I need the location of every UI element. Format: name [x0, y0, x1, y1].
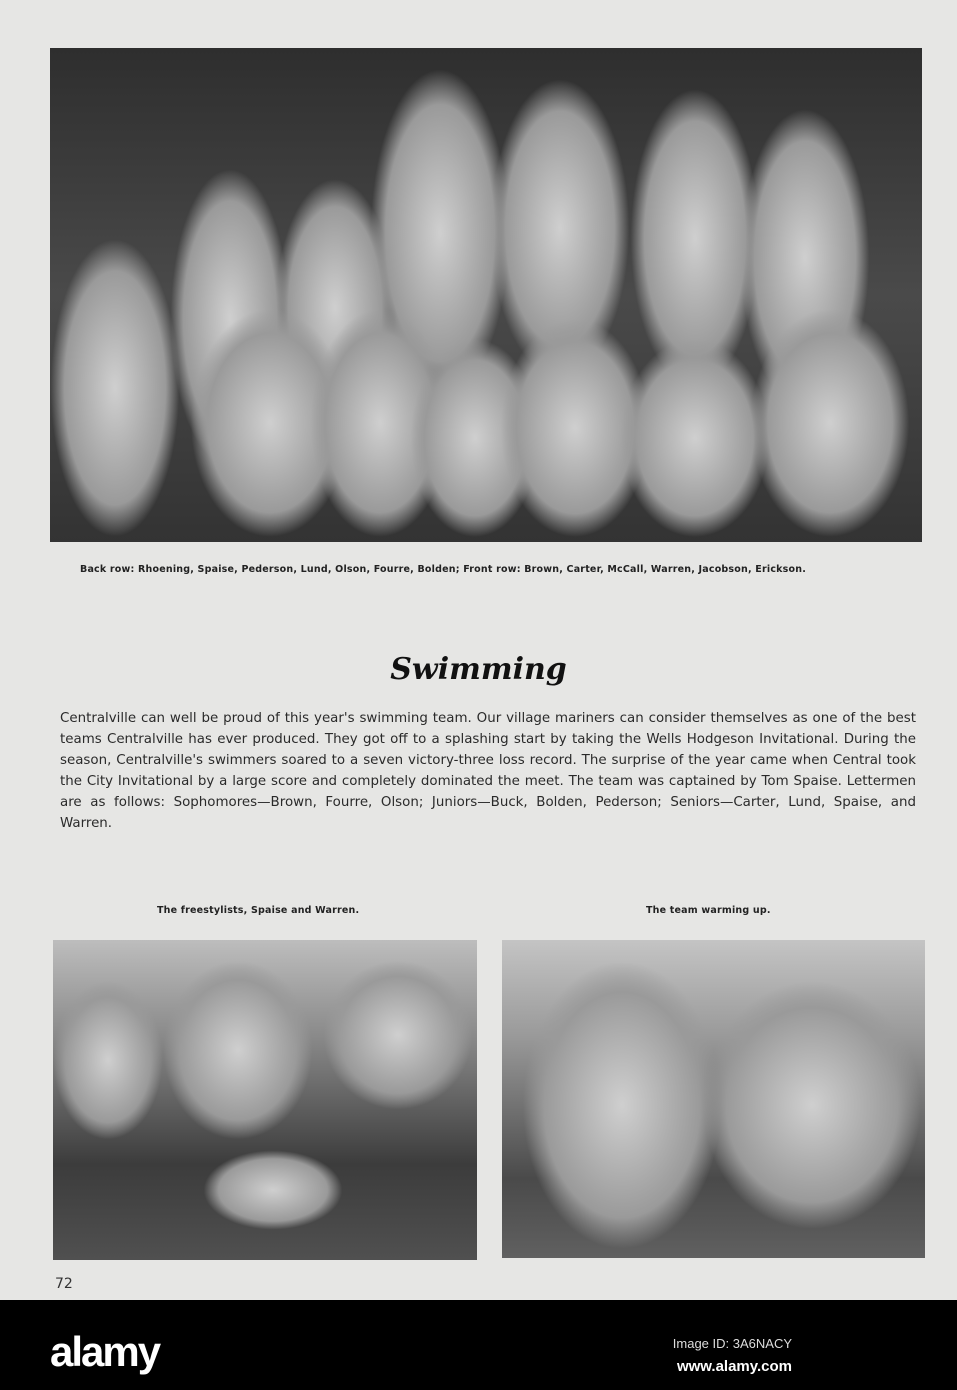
warmup-photo	[502, 940, 925, 1258]
freestylists-photo	[53, 940, 477, 1260]
site-url: www.alamy.com	[676, 1358, 792, 1375]
page-number: 72	[55, 1276, 73, 1292]
freestylists-caption: The freestylists, Spaise and Warren.	[157, 905, 360, 916]
image-id: Image ID: 3A6NACY	[672, 1336, 792, 1351]
watermark-footer	[0, 1300, 957, 1390]
article-body: Centralville can well be proud of this year's swimming team. Our village mariners can consider themselves as one of the best teams Centralville has ever produced. They got off to a splashing start by taking the Wells Hodgeson Invitational. During the season, Centralville's swimmers soared to a seven victory-three loss record. The surprise of the year came when Central took the City Invitational by a large score and completely dominated the meet. The team was captained by Tom Spaise. Lettermen are as follows: Sophomores—Brown, Fourre, Olson; Juniors—Buck, Bolden, Pederson; Seniors—Carter, Lund, Spaise, and Warren.	[60, 711, 916, 831]
team-photo	[50, 48, 922, 542]
team-photo-caption: Back row: Rhoening, Spaise, Pederson, Lund, Olson, Fourre, Bolden; Front row: Brown, Carter, McCall, Warren, Jacobson, Erickson.	[80, 564, 807, 575]
alamy-logo: alamy	[50, 1328, 160, 1375]
article-title: Swimming	[390, 652, 567, 687]
warmup-caption: The team warming up.	[646, 905, 771, 916]
